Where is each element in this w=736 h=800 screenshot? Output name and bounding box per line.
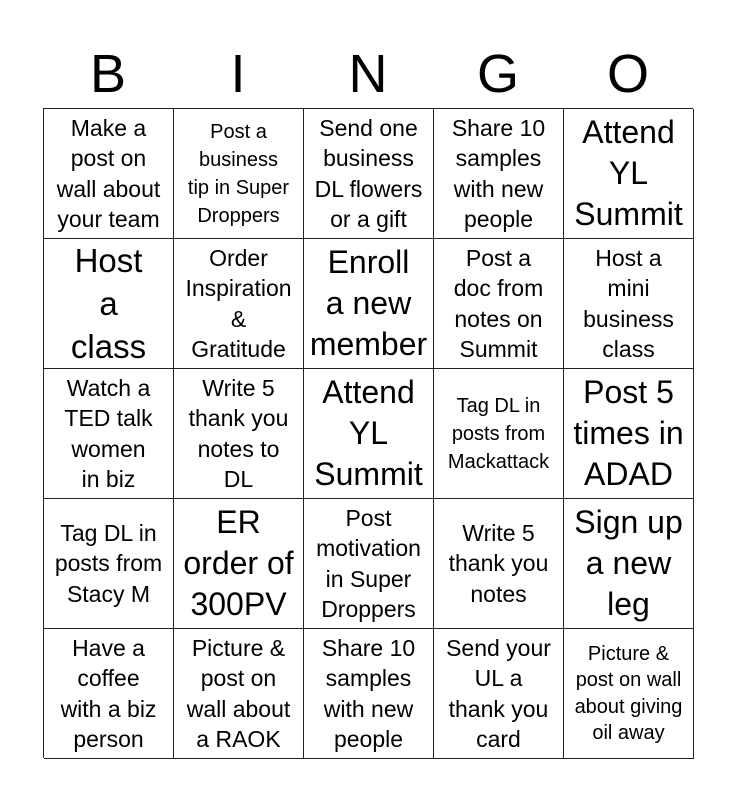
- cell-text: Post motivation in Super Droppers: [316, 504, 421, 622]
- bingo-cell[interactable]: [304, 499, 434, 629]
- header-letter-o: O: [606, 44, 649, 104]
- cell-text: Have a coffee with a biz person: [60, 634, 157, 752]
- cell-text: Send your UL a thank you card: [446, 634, 551, 752]
- cell-text: Share 10 samples with new people: [321, 634, 416, 752]
- header-letter-b: B: [89, 44, 127, 104]
- cell-text: Post a business tip in Super Droppers: [187, 120, 290, 227]
- bingo-cell[interactable]: [174, 499, 304, 629]
- bingo-cell[interactable]: [44, 629, 174, 759]
- bingo-header: [43, 40, 693, 108]
- cell-text: Attend YL Summit: [574, 114, 683, 232]
- bingo-cell[interactable]: [564, 369, 694, 499]
- cell-text: ER order of 300PV: [183, 504, 294, 622]
- cell-text: Write 5 thank you notes to DL: [188, 374, 289, 492]
- header-letter-i: I: [230, 44, 246, 104]
- bingo-cell[interactable]: [174, 369, 304, 499]
- header-letter-g: G: [476, 44, 519, 104]
- bingo-cell[interactable]: [304, 629, 434, 759]
- bingo-cell[interactable]: [564, 499, 694, 629]
- cell-text: Picture & post on wall about giving oil away: [574, 642, 683, 744]
- cell-text: Make a post on wall about your team: [56, 114, 161, 232]
- bingo-cell[interactable]: [44, 109, 174, 239]
- cell-text: Attend YL Summit: [314, 374, 423, 492]
- bingo-cell[interactable]: [434, 239, 564, 369]
- cell-text: Order Inspiration & Gratitude: [185, 244, 292, 362]
- cell-text: Post a doc from notes on Summit: [453, 244, 544, 362]
- cell-text: Enroll a new member: [309, 244, 428, 362]
- bingo-cell[interactable]: [434, 629, 564, 759]
- bingo-cell[interactable]: [304, 239, 434, 369]
- cell-text: Share 10 samples with new people: [451, 114, 546, 232]
- bingo-cell[interactable]: [434, 369, 564, 499]
- bingo-cell[interactable]: [564, 109, 694, 239]
- cell-text: Sign up a new leg: [574, 504, 683, 622]
- bingo-cell[interactable]: [174, 629, 304, 759]
- bingo-cell[interactable]: [44, 369, 174, 499]
- bingo-cell[interactable]: [304, 109, 434, 239]
- bingo-cell[interactable]: [564, 239, 694, 369]
- cell-text: Tag DL in posts from Mackattack: [447, 394, 550, 473]
- bingo-cell[interactable]: [564, 629, 694, 759]
- bingo-cell[interactable]: [174, 109, 304, 239]
- bingo-cell[interactable]: [434, 109, 564, 239]
- header-letter-n: N: [348, 44, 388, 104]
- cell-text: Host a mini business class: [583, 244, 674, 362]
- bingo-cell[interactable]: [44, 499, 174, 629]
- cell-text: Picture & post on wall about a RAOK: [186, 634, 291, 752]
- cell-text: Tag DL in posts from Stacy M: [54, 519, 163, 607]
- bingo-cell[interactable]: [434, 499, 564, 629]
- bingo-cell[interactable]: [44, 239, 174, 369]
- cell-text: Send one business DL flowers or a gift: [314, 114, 423, 232]
- bingo-cell[interactable]: [304, 369, 434, 499]
- cell-text: Post 5 times in ADAD: [573, 374, 684, 492]
- cell-text: Watch a TED talk women in biz: [64, 374, 153, 492]
- bingo-cell[interactable]: [174, 239, 304, 369]
- cell-text: Host a class: [70, 242, 147, 365]
- bingo-grid: [43, 108, 693, 758]
- cell-text: Write 5 thank you notes: [448, 519, 549, 607]
